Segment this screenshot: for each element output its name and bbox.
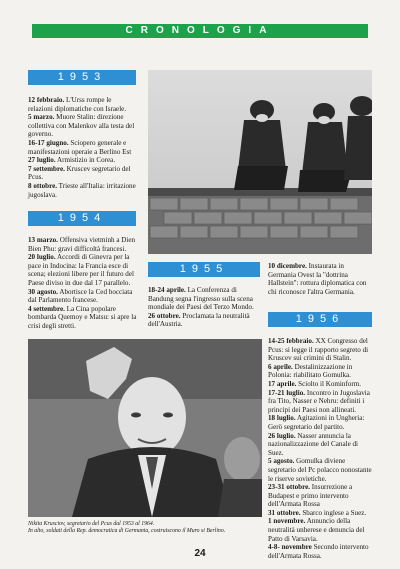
chronology-entry <box>268 509 372 518</box>
chronology-list-1953 <box>28 96 138 199</box>
entry-text: Muore Stalin: direzione collettiva con Malenkov alla testa del governo. <box>28 113 135 139</box>
chronology-entry <box>268 483 372 509</box>
chronology-entry <box>268 517 372 543</box>
entry-date: 18 luglio. <box>268 414 296 423</box>
entry-text: Insurrezione a Budapest e primo intervento dell'Armata Rossa <box>268 483 353 509</box>
entry-text: Proclamata la neutralità dell'Austria. <box>148 311 250 329</box>
entry-text: Accordi di Ginevra per la pace in Indocina: la Francia esce di scena; elezioni libere per il futuro del Paese diviso in due dal 17 parallelo. <box>28 253 134 287</box>
chronology-list-1956 <box>268 337 372 560</box>
chronology-list-1955 <box>148 286 261 329</box>
chronology-entry <box>28 182 138 199</box>
entry-date: 17 aprile. <box>268 379 297 388</box>
entry-text: Secondo intervento dell'Armata Rossa. <box>268 543 369 560</box>
entry-text: Agitazioni in Ungheria: Gerö segretario del partito. <box>268 414 365 431</box>
entry-date: 10 dicembre. <box>268 262 307 270</box>
entry-text: Destalinizzazione in Polonia: riabilitato Gomulka. <box>268 362 353 380</box>
entry-text: L'Urss rompe le relazioni diplomatiche con Israele. <box>28 96 127 113</box>
chronology-entry <box>268 363 372 380</box>
chronology-entry <box>28 113 138 139</box>
entry-date: 8 ottobre. <box>28 181 58 190</box>
chronology-list-1955-continued <box>268 262 372 296</box>
entry-date: 5 agosto. <box>268 457 295 466</box>
entry-date: 7 settembre. <box>28 164 65 173</box>
chronology-entry <box>268 414 372 431</box>
chronology-entry <box>28 156 138 165</box>
year-heading-1955: 1955 <box>148 262 260 277</box>
entry-date: 14-25 febbraio. <box>268 337 314 345</box>
chronology-list-1954 <box>28 236 138 331</box>
chronology-entry <box>268 380 372 389</box>
entry-text: Sciopero generale e manifestazioni operaie a Berlino Est <box>28 138 132 156</box>
entry-text: Gomulka diviene segretario del Pc polacco nonostante le riserve sovietiche. <box>268 457 372 483</box>
entry-text: Sbarco inglese a Suez. <box>300 508 367 517</box>
caption-line-1: Nikita Krusciov, segretario del Pcus dal 1953 al 1964. <box>28 521 155 527</box>
entry-text: La Cina popolare bombarda Quemoy e Matsu: si apre la crisi degli stretti. <box>28 304 137 330</box>
entry-text: Abortisce la Ced bocciata dal Parlamento francese. <box>28 287 133 305</box>
chronology-entry <box>268 389 372 415</box>
photo-berlin-wall-soldiers <box>148 70 372 254</box>
chronology-entry <box>148 312 261 329</box>
entry-date: 4 settembre. <box>28 304 65 313</box>
entry-date: 23-31 ottobre. <box>268 483 311 492</box>
chronology-entry <box>28 253 138 287</box>
entry-date: 26 luglio. <box>268 431 296 440</box>
entry-text: XX Congresso del Pcus: si legge il rapporto segreto di Kruscev sui crimini di Stalin. <box>268 337 369 363</box>
chronology-entry <box>268 262 372 296</box>
entry-text: Instaurata in Germania Ovest la "dottrina Hallstein": rottura diplomatica con chi riconosce l'altra Germania. <box>268 262 367 296</box>
chronology-entry <box>28 139 138 156</box>
entry-date: 18-24 aprile. <box>148 286 186 294</box>
entry-date: 12 febbraio. <box>28 96 65 104</box>
entry-text: Armistizio in Corea. <box>55 156 116 165</box>
year-heading-1956: 1956 <box>268 312 372 327</box>
entry-date: 20 luglio. <box>28 253 56 262</box>
entry-text: Trieste all'Italia: irritazione jugoslava. <box>28 181 136 199</box>
entry-date: 13 marzo. <box>28 236 58 244</box>
entry-date: 17-21 luglio. <box>268 388 306 397</box>
entry-date: 1 novembre. <box>268 517 306 526</box>
entry-date: 16-17 giugno. <box>28 138 69 147</box>
chronology-entry <box>268 543 372 560</box>
chronology-entry <box>28 305 138 331</box>
entry-date: 5 marzo. <box>28 113 55 122</box>
entry-text: Annuncio della neutralità unherese e denuncia del Patto di Varsavia. <box>268 517 365 543</box>
chronology-entry <box>28 165 138 182</box>
chronology-entry <box>268 337 372 363</box>
chronology-entry <box>268 432 372 458</box>
chronology-banner: CRONOLOGIA <box>32 24 368 38</box>
entry-date: 4-8- novembre <box>268 543 312 552</box>
chronology-entry <box>148 286 261 312</box>
entry-date: 31 ottobre. <box>268 508 301 517</box>
chronology-entry <box>28 288 138 305</box>
year-heading-1953: 1953 <box>28 70 136 85</box>
entry-text: Offensiva vietminh a Dien Bien Phu: gravi difficoltà francesi. <box>28 236 136 253</box>
entry-date: 26 ottobre. <box>148 311 181 320</box>
photo-caption <box>28 521 268 535</box>
chronology-entry <box>28 96 138 113</box>
entry-text: Sciolto il Kominform. <box>296 379 362 388</box>
entry-text: Kruscev segretario del Pcus. <box>28 164 131 182</box>
year-heading-1954: 1954 <box>28 211 136 226</box>
entry-text: Incontro in Jugoslavia fra Tito, Nasser e Nehru: definiti i principi dei Paesi non allineati. <box>268 388 370 414</box>
caption-line-2: In alto, soldati della Rep. democratica di Germania, costruiscono il Muro si Berlino. <box>28 528 226 535</box>
photo-khrushchev <box>28 339 262 517</box>
entry-date: 27 luglio. <box>28 156 56 165</box>
page-number: 24 <box>194 548 206 559</box>
entry-date: 30 agosto. <box>28 287 58 296</box>
chronology-entry <box>28 236 138 253</box>
entry-text: Nasser annuncia la nazionalizzazione del Canale di Suez. <box>268 431 359 457</box>
chronology-entry <box>268 457 372 483</box>
entry-date: 6 aprile. <box>268 362 293 371</box>
entry-text: La Conferenza di Bandung segna l'ingresso sulla scena mondiale dei Paesi del Terzo Mondo. <box>148 286 254 312</box>
